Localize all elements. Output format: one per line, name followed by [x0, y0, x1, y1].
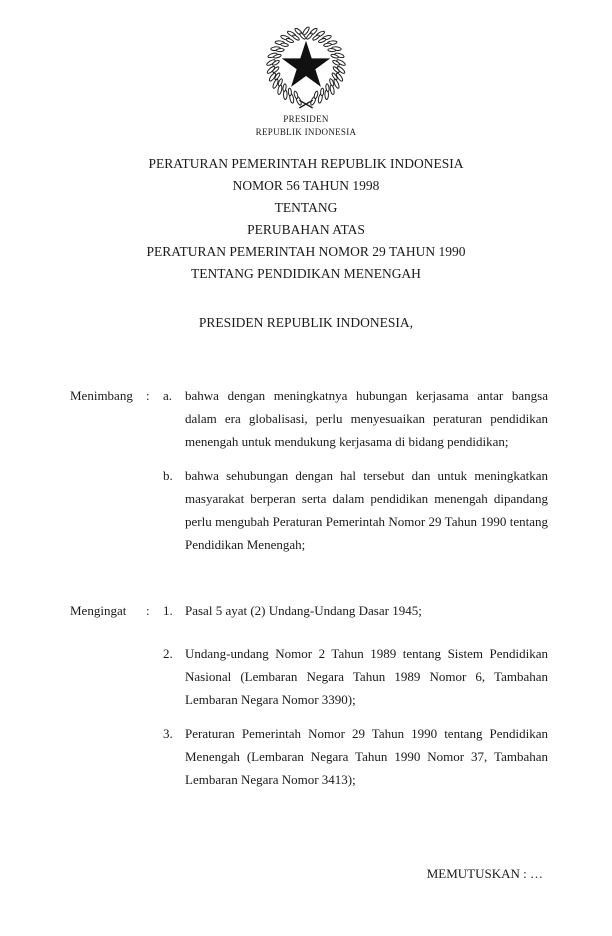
- title-line-tentang: TENTANG: [274, 200, 338, 215]
- title-block: [0, 153, 612, 285]
- title-line-regulation: PERATURAN PEMERINTAH REPUBLIK INDONESIA: [148, 156, 464, 171]
- clause-menimbang: [70, 384, 548, 556]
- letterhead: [0, 24, 612, 137]
- item-text: Undang-undang Nomor 2 Tahun 1989 tentang Sistem Pendidikan Nasional (Lembaran Negara Tahun 1989 Nomor 6, Tambahan Lembaran Negara Nomor 3390);: [185, 646, 548, 707]
- clause-label: Menimbang: [70, 388, 133, 403]
- item-marker: 1.: [163, 603, 173, 618]
- item-marker: 2.: [163, 646, 173, 661]
- title-line-subject: TENTANG PENDIDIKAN MENENGAH: [191, 266, 421, 281]
- clause-item: [163, 642, 548, 711]
- star-wreath-emblem-icon: [260, 24, 352, 112]
- clause-item: [163, 464, 548, 556]
- clause-items: [163, 384, 548, 556]
- item-text: Peraturan Pemerintah Nomor 29 Tahun 1990 tentang Pendidikan Menengah (Lembaran Negara Tahun 1990 Nomor 37, Tambahan Lembaran Negara Nomor 3413);: [185, 726, 548, 787]
- clause-label: Mengingat: [70, 603, 127, 618]
- opening-line: PRESIDEN REPUBLIK INDONESIA,: [198, 315, 414, 330]
- item-text: bahwa sehubungan dengan hal tersebut dan untuk meningkatkan masyarakat berperan serta dalam pendidikan menengah dipandang perlu mengubah Peraturan Pemerintah Nomor 29 Tahun 1990 tentang Pendidikan Menengah;: [185, 468, 548, 552]
- catchword-memutuskan: MEMUTUSKAN : …: [426, 866, 543, 881]
- title-line-number: NOMOR 56 TAHUN 1998: [232, 178, 380, 193]
- clause-items: [163, 599, 548, 791]
- item-text: bahwa dengan meningkatnya hubungan kerjasama antar bangsa dalam era globalisasi, perlu menyesuaikan peraturan pendidikan menengah untuk mendukung kerjasama di bidang pendidikan;: [185, 388, 548, 449]
- item-marker: a.: [163, 388, 173, 403]
- star-shape: [282, 41, 331, 87]
- clause-mengingat: [70, 599, 548, 791]
- item-marker: 3.: [163, 726, 173, 741]
- clause-item: [163, 722, 548, 791]
- title-line-amended-regulation: PERATURAN PEMERINTAH NOMOR 29 TAHUN 1990: [146, 244, 466, 259]
- item-text: Pasal 5 ayat (2) Undang-Undang Dasar 1945;: [185, 603, 422, 618]
- letterhead-caption-line1: PRESIDEN: [283, 114, 329, 124]
- clause-item: [163, 599, 548, 622]
- colon-separator: :: [146, 388, 150, 403]
- letterhead-caption-line2: REPUBLIK INDONESIA: [255, 126, 357, 137]
- clause-item: [163, 384, 548, 453]
- title-line-perubahan: PERUBAHAN ATAS: [247, 222, 365, 237]
- colon-separator: :: [146, 603, 150, 618]
- item-marker: b.: [163, 468, 173, 483]
